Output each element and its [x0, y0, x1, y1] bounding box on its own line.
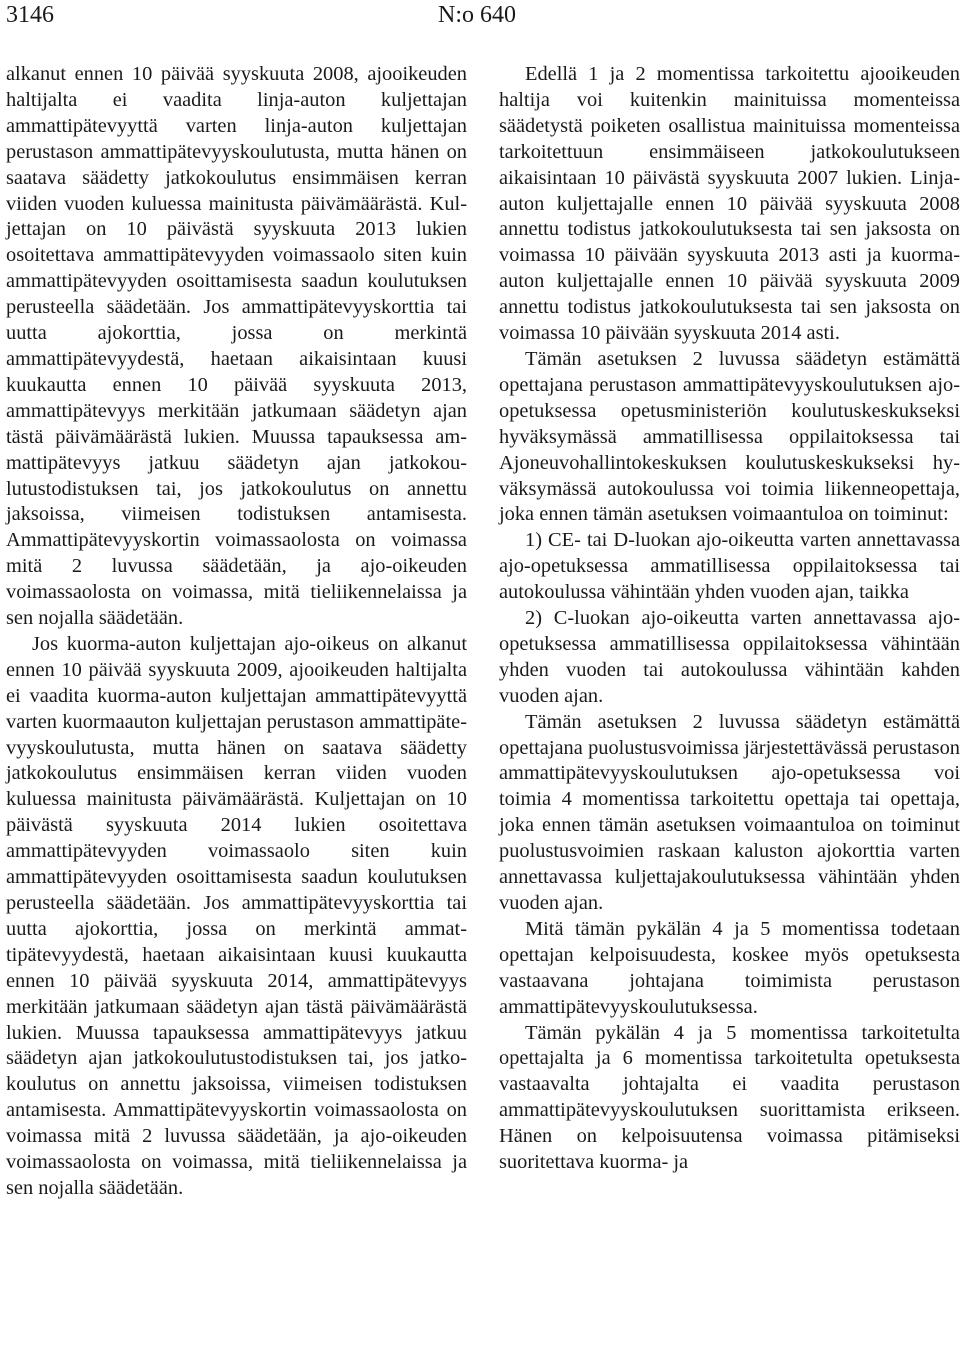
- paragraph: Mitä tämän pykälän 4 ja 5 momentissa todetaan opettajan kelpoisuudesta, koskee myös opetuksesta vastaavana johtajana toimimista perustason ammattipätevyyskoulutuksessa.: [499, 917, 960, 1018]
- page-header: [0, 0, 960, 36]
- paragraph: alkanut ennen 10 päivää syyskuuta 2008, ajooikeuden haltijalta ei vaadita linja-auton kuljettajan ammattipätevyyttä varten linja-auton kuljettajan perustason ammattipätevyyskoulutusta, mutta hänen on saatava säädetty jatkokoulutus ensimmäisen kerran viiden vuoden kuluessa mainitusta päivämäärästä. Kuljettajan on 10 päivästä syyskuuta 2013 lukien osoitettava ammattipätevyyden voimassaolo siten kuin ammattipätevyyden osoittamisesta saadun koulutuksen perusteella säädetään. Jos ammattipätevyyskorttia tai uutta ajokorttia, jossa on merkintä ammattipätevyydestä, haetaan aikaisintaan kuusi kuukautta ennen 10 päivää syyskuuta 2013, ammattipätevyys merkitään jatkumaan säädetyn ajan tästä päivämäärästä lukien. Muussa tapauksessa ammattipätevyys jatkuu säädetyn ajan jatkokoulutustodistuksen tai, jos jatkokoulutus on annettu jaksoissa, viimeisen todistuksen antamisesta. Ammattipätevyyskortin voimassaolosta on voimassa mitä 2 luvussa säädetään, ja ajo-oikeuden voimassaolosta on voimassa, mitä tieliikennelaissa ja sen nojalla säädetään.: [6, 63, 467, 630]
- paragraph: Tämän pykälän 4 ja 5 momentissa tarkoitetulta opettajalta ja 6 momentissa tarkoitetulta opetuksesta vastaavalta johtajalta ei vaadita perustason ammattipätevyyskoulutuksen suorittamista erikseen. Hänen on kelpoisuutensa voimassa pitämiseksi suoritettava kuorma- ja: [499, 1021, 960, 1174]
- paragraph: Edellä 1 ja 2 momentissa tarkoitettu ajooikeuden haltija voi kuitenkin mainituissa momenteissa säädetystä poiketen osallistua mainituissa momenteissa tarkoitettuun ensimmäiseen jatkokoulutukseen aikaisintaan 10 päivästä syyskuuta 2007 lukien. Linja-auton kuljettajalle ennen 10 päivää syyskuuta 2008 annettu todistus jatkokoulutuksesta tai sen jaksosta on voimassa 10 päivään syyskuuta 2013 asti ja kuorma-auton kuljettajalle ennen 10 päivää syyskuuta 2009 annettu todistus jatkokoulutuksesta tai sen jaksosta on voimassa 10 päivään syyskuuta 2014 asti.: [499, 63, 960, 345]
- paragraph: Tämän asetuksen 2 luvussa säädetyn estämättä opettajana perustason ammattipätevyyskoulutuksen ajo-opetuksessa opetusministeriön koulutuskeskukseksi hyväksymässä ammatillisessa oppilaitoksessa tai Ajoneuvohallintokeskuksen koulutuskeskukseksi hyväksymässä autokoulussa voi toimia liikenneopettaja, joka ennen tämän asetuksen voimaantuloa on toiminut:: [499, 347, 960, 526]
- list-item: 2) C-luokan ajo-oikeutta varten annettavassa ajo-opetuksessa ammatillisessa oppilaitoksessa vähintään yhden vuoden tai autokoulussa vähintään kahden vuoden ajan.: [499, 607, 960, 707]
- page-number: 3146: [6, 2, 54, 28]
- left-column: [6, 62, 467, 1202]
- right-column: [499, 62, 960, 1176]
- issue-number: N:o 640: [438, 2, 516, 28]
- paragraph: Tämän asetuksen 2 luvussa säädetyn estämättä opettajana puolustusvoimissa järjestettävässä perustason ammattipätevyyskoulutuksen ajo-opetuksessa voi toimia 4 momentissa tarkoitettu opettaja tai opettaja, joka ennen tämän asetuksen voimaantuloa on toiminut puolustusvoimien raskaan kaluston ajokorttia varten annettavassa kuljettajakoulutuksessa vähintään yhden vuoden ajan.: [499, 710, 960, 914]
- paragraph: Jos kuorma-auton kuljettajan ajo-oikeus on alkanut ennen 10 päivää syyskuuta 2009, ajooikeuden haltijalta ei vaadita kuorma-auton kuljettajan ammattipätevyyttä varten kuormaauton kuljettajan perustason ammattipätevyyskoulutusta, mutta hänen on saatava säädetty jatkokoulutus ensimmäisen kerran viiden vuoden kuluessa mainitusta päivämäärästä. Kuljettajan on 10 päivästä syyskuuta 2014 lukien osoitettava ammattipätevyyden voimassaolo siten kuin ammattipätevyyden osoittamisesta saadun koulutuksen perusteella säädetään. Jos ammattipätevyyskorttia tai uutta ajokorttia, jossa on merkintä ammattipätevyydestä, haetaan aikaisintaan kuusi kuukautta ennen 10 päivää syyskuuta 2014, ammattipätevyys merkitään jatkumaan säädetyn ajan tästä päivämäärästä lukien. Muussa tapauksessa ammattipätevyys jatkuu säädetyn ajan jatkokoulutustodistuksen tai, jos jatkokoulutus on annettu jaksoissa, viimeisen todistuksen antamisesta. Ammattipätevyyskortin voimassaolosta on voimassa mitä 2 luvussa säädetään, ja ajo-oikeuden voimassaolosta on voimassa, mitä tieliikennelaissa ja sen nojalla säädetään.: [6, 632, 467, 1199]
- list-item: 1) CE- tai D-luokan ajo-oikeutta varten annettavassa ajo-opetuksessa ammatillisessa oppilaitoksessa tai autokoulussa vähintään yhden vuoden ajan, taikka: [499, 529, 960, 604]
